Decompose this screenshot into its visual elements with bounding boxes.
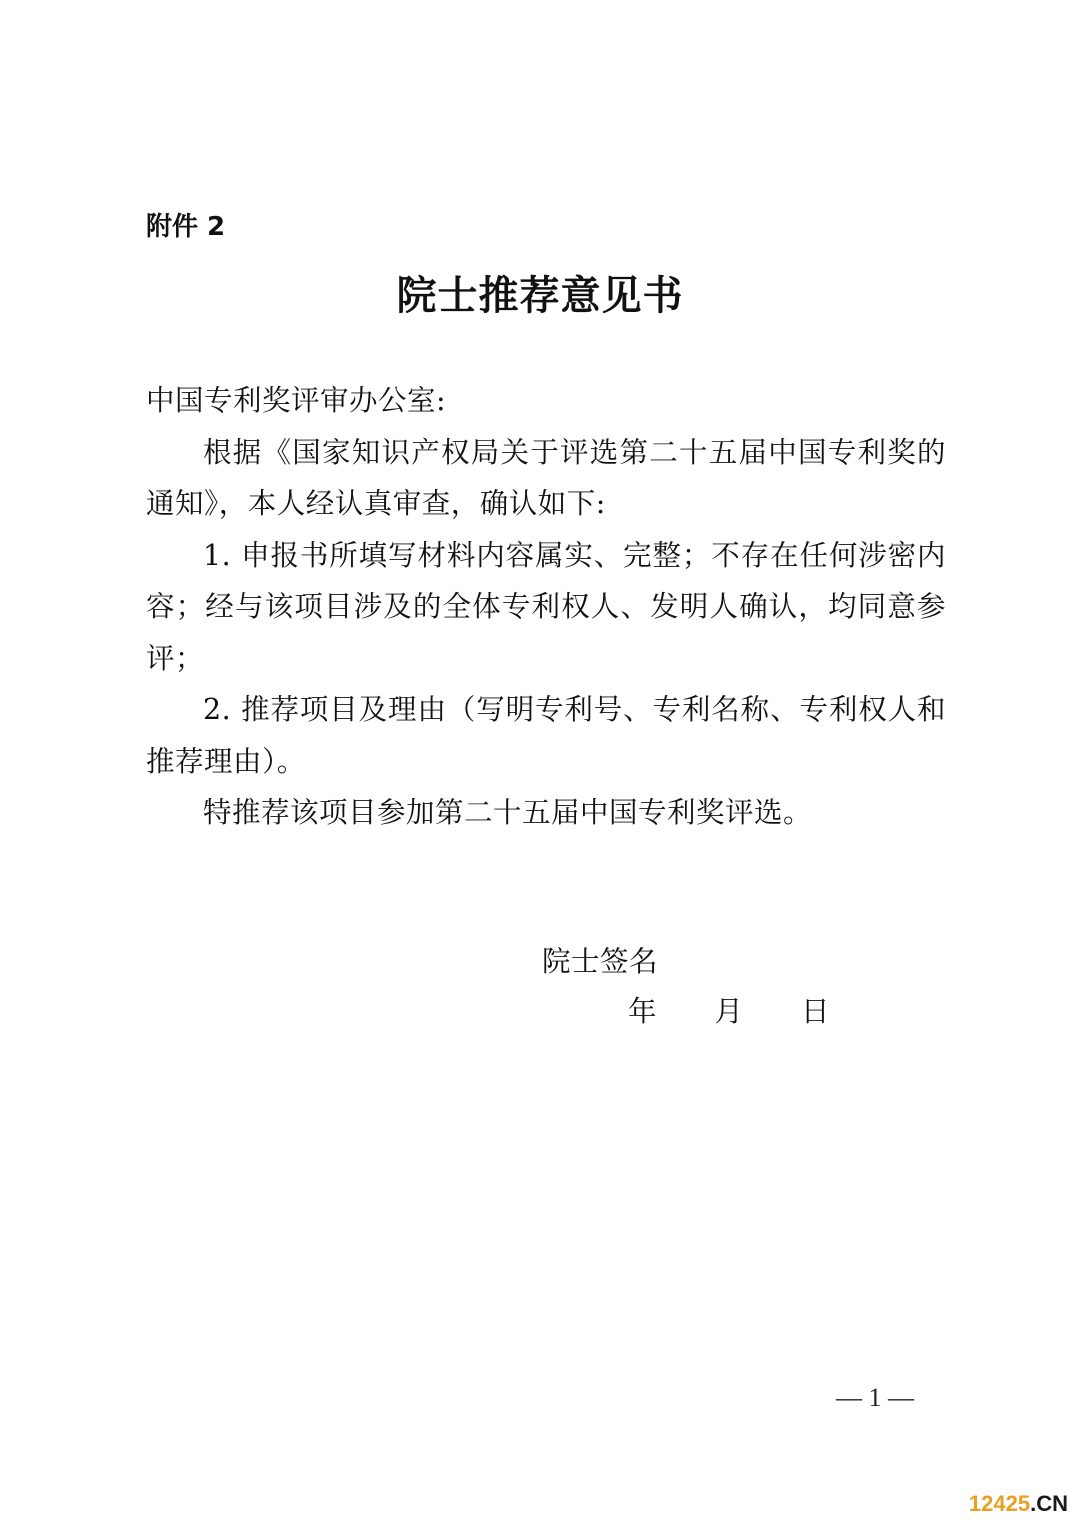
paragraph-item-1: 1. 申报书所填写材料内容属实、完整；不存在任何涉密内容；经与该项目涉及的全体专利权人、发明人确认，均同意参评； bbox=[146, 538, 946, 675]
attachment-label: 附件 2 bbox=[146, 212, 226, 242]
date-year: 年 bbox=[628, 995, 657, 1028]
paragraph-basis: 根据《国家知识产权局关于评选第二十五届中国专利奖的通知》，本人经认真审查，确认如下: bbox=[146, 435, 946, 520]
watermark-part-b: .CN bbox=[1030, 1491, 1068, 1516]
date-day: 日 bbox=[801, 995, 830, 1028]
paragraph-recommendation: 特推荐该项目参加第二十五届中国专利奖评选。 bbox=[203, 796, 813, 829]
watermark-logo bbox=[969, 1491, 1068, 1517]
salutation: 中国专利奖评审办公室: bbox=[146, 384, 447, 417]
signature-label: 院士签名 bbox=[542, 945, 659, 978]
document-body bbox=[146, 375, 946, 839]
date-month: 月 bbox=[714, 995, 744, 1028]
document-title: 院士推荐意见书 bbox=[396, 272, 684, 319]
date-line bbox=[628, 990, 830, 1034]
page-number: — 1 — bbox=[836, 1383, 914, 1412]
paragraph-item-2: 2. 推荐项目及理由（写明专利号、专利名称、专利权人和推荐理由）。 bbox=[146, 693, 946, 778]
watermark-part-a: 12425 bbox=[968, 1491, 1031, 1516]
